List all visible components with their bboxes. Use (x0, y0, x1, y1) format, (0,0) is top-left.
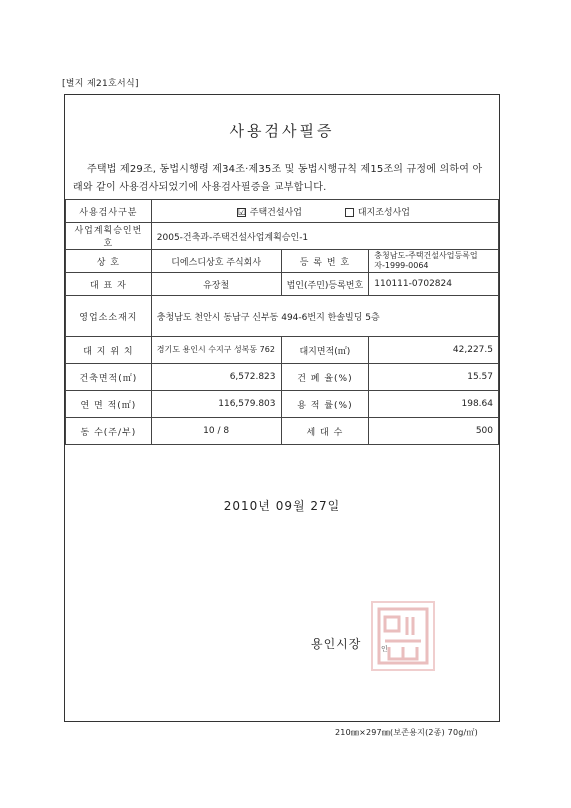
form-number: [별지 제21호서식] (62, 79, 139, 89)
households-label: 세 대 수 (281, 418, 369, 445)
far-label: 용 적 률(%) (281, 391, 369, 418)
site-value: 경기도 용인시 수지구 성복동 762 (151, 337, 281, 364)
issue-date: 2010년 09월 27일 (223, 499, 341, 513)
table-row (66, 418, 499, 445)
checkbox-checked-icon[interactable]: ☑ (237, 207, 246, 218)
issuer-name: 용인시장 (311, 637, 362, 651)
office-value: 충청남도 천안시 동남구 신부동 494-6번지 한솔빌딩 5층 (151, 296, 498, 337)
site-label: 대 지 위 치 (66, 337, 152, 364)
table-row (66, 337, 499, 364)
table-row (66, 223, 499, 250)
reg-no-value: 충청남도-주택건설사업등록업자-1999-0064 (369, 250, 499, 273)
building-area-value: 6,572.823 (151, 364, 281, 391)
paper-spec-note: 210㎜×297㎜(보존용지(2종) 70g/㎡) (335, 728, 478, 737)
inspection-type-label: 사용검사구분 (66, 200, 152, 223)
option-housing-label: 주택건설사업 (249, 207, 302, 218)
site-area-value: 42,227.5 (369, 337, 499, 364)
details-table (65, 199, 499, 445)
corp-no-value: 110111-0702824 (369, 273, 499, 296)
floor-area-value: 116,579.803 (151, 391, 281, 418)
checkbox-empty-icon[interactable] (345, 208, 354, 217)
option-land-label: 대지조성사업 (357, 207, 410, 218)
table-row (66, 296, 499, 337)
building-area-label: 건축면적(㎡) (66, 364, 152, 391)
table-row (66, 273, 499, 296)
official-seal-icon (371, 601, 435, 671)
approval-no-label: 사업계획승인번호 (66, 223, 152, 250)
table-row (66, 364, 499, 391)
reg-no-label: 등 록 번 호 (281, 250, 369, 273)
trade-name-label: 상 호 (66, 250, 152, 273)
table-row (66, 250, 499, 273)
floor-area-label: 연 면 적(㎡) (66, 391, 152, 418)
buildings-value: 10 / 8 (151, 418, 281, 445)
far-value: 198.64 (369, 391, 499, 418)
bcr-label: 건 폐 율(%) (281, 364, 369, 391)
trade-name-value: 디에스디상호 주식회사 (151, 250, 281, 273)
representative-label: 대 표 자 (66, 273, 152, 296)
inspection-type-options (151, 200, 498, 223)
corp-no-label: 법인(주민)등록번호 (281, 273, 369, 296)
seal-mark: 인 (381, 645, 388, 653)
page-title: 사용검사필증 (229, 122, 335, 140)
approval-no-value: 2005-건축과-주택건설사업계획승인-1 (151, 223, 498, 250)
site-area-label: 대지면적(㎡) (281, 337, 369, 364)
table-row (66, 200, 499, 223)
households-value: 500 (369, 418, 499, 445)
certificate-frame (64, 94, 500, 722)
intro-paragraph: 주택법 제29조, 동법시행령 제34조·제35조 및 동법시행규칙 제15조의 규정에 의하여 아래와 같이 사용검사되었기에 사용검사필증을 교부합니다. (73, 164, 483, 193)
representative-value: 유장철 (151, 273, 281, 296)
buildings-label: 동 수(주/부) (66, 418, 152, 445)
bcr-value: 15.57 (369, 364, 499, 391)
table-row (66, 391, 499, 418)
office-label: 영업소소재지 (66, 296, 152, 337)
option-housing[interactable] (237, 205, 302, 218)
option-land[interactable] (345, 205, 410, 218)
